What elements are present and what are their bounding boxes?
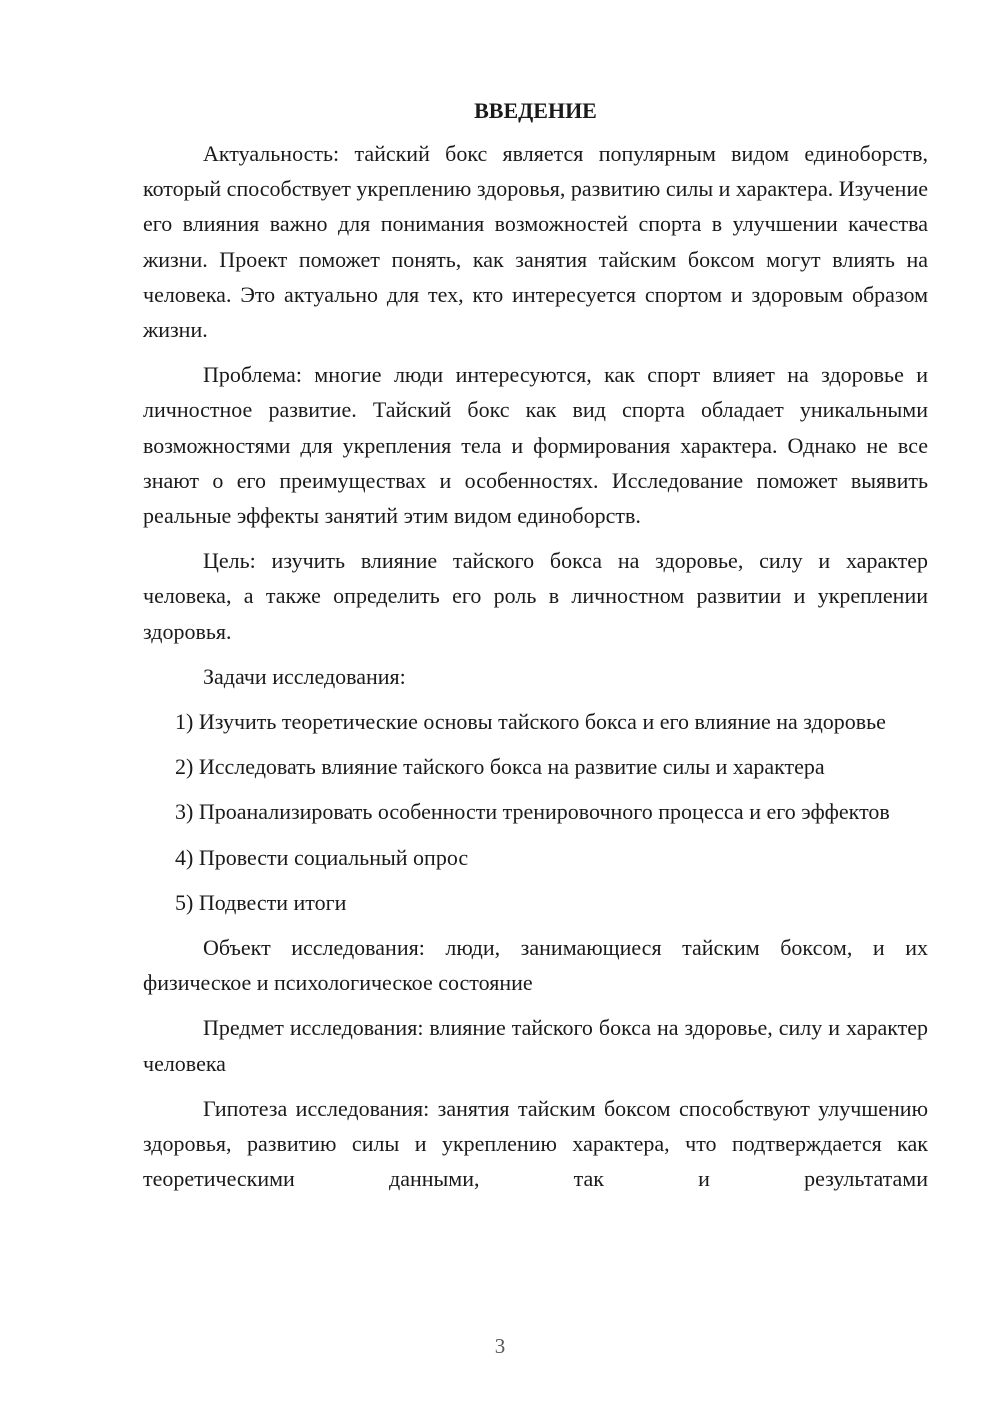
- task-item-2: 2) Исследовать влияние тайского бокса на развитие силы и характера: [175, 754, 825, 780]
- paragraph-relevance: Актуальность: тайский бокс является популярным видом единоборств, который способствует укреплению здоровья, развитию силы и характера. Изучение его влияния важно для понимания возможностей спорта в улучшении качества жизни. Проект поможет понять, как занятия тайским боксом могут влиять на человека. Это актуально для тех, кто интересуется спортом и здоровым образом жизни.: [143, 141, 928, 343]
- paragraph-hypothesis: Гипотеза исследования: занятия тайским боксом способствуют улучшению здоровья, развитию силы и укреплению характера, что подтверждается как теоретическими данными, так и результатами: [143, 1095, 928, 1192]
- paragraph-subject: Предмет исследования: влияние тайского бокса на здоровье, силу и характер человека: [143, 1015, 928, 1076]
- paragraph-problem: Проблема: многие люди интересуются, как спорт влияет на здоровье и личностное развитие. Тайский бокс как вид спорта обладает уникальными возможностями для укрепления тела и формирования характера. Однако не все знают о его преимуществах и особенностях. Исследование поможет выявить реальные эффекты занятий этим видом единоборств.: [143, 362, 928, 529]
- task-item-1: 1) Изучить теоретические основы тайского бокса и его влияние на здоровье: [175, 709, 886, 735]
- page-number: 3: [494, 1334, 506, 1358]
- paragraph-object: Объект исследования: люди, занимающиеся тайским боксом, и их физическое и психологическое состояние: [143, 935, 928, 996]
- tasks-title: Задачи исследования:: [203, 663, 406, 689]
- task-item-4: 4) Провести социальный опрос: [175, 844, 469, 870]
- paragraph-goal: Цель: изучить влияние тайского бокса на здоровье, силу и характер человека, а также определить его роль в личностном развитии и укреплении здоровья.: [143, 548, 928, 644]
- section-heading: ВВЕДЕНИЕ: [474, 98, 597, 123]
- document-page: [143, 96, 928, 1206]
- task-item-3: 3) Проанализировать особенности тренировочного процесса и его эффектов: [175, 799, 890, 825]
- task-item-5: 5) Подвести итоги: [175, 889, 347, 915]
